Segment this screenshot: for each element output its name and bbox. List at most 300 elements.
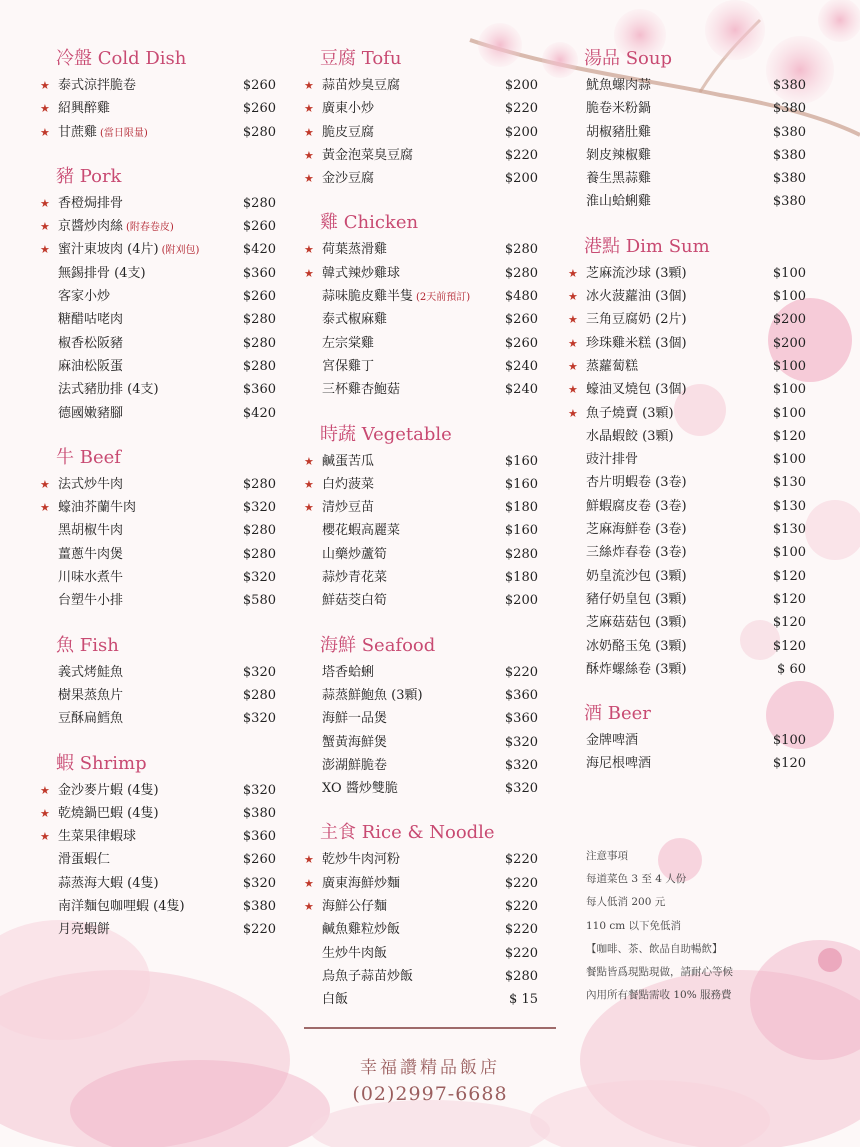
menu-item (40, 684, 280, 707)
star-icon: ★ (40, 477, 50, 491)
item-name: 豬仔奶皇包 (3顆) (586, 591, 687, 607)
item-name: 客家小炒 (58, 289, 111, 305)
item-price: $320 (242, 875, 276, 891)
item-name: 黑胡椒牛肉 (58, 523, 124, 539)
item-price: $220 (504, 945, 538, 961)
menu-item (40, 872, 280, 895)
item-price: $320 (242, 711, 276, 727)
star-icon: ★ (304, 876, 314, 890)
item-price: $180 (504, 500, 538, 516)
section-title: 冷盤 Cold Dish (56, 48, 187, 69)
star-icon: ★ (304, 148, 314, 162)
item-name: 蒸蘿蔔糕 (586, 358, 639, 374)
menu-item (568, 448, 808, 471)
menu-item (568, 729, 808, 752)
item-price: $360 (504, 711, 538, 727)
menu-item (40, 661, 280, 684)
menu-item (304, 661, 542, 684)
item-name: 台塑牛小排 (58, 593, 124, 609)
item-name: 蠔油芥蘭牛肉 (58, 500, 137, 516)
item-name: 蒜蒸鮮鮑魚 (3顆) (322, 687, 423, 703)
menu-item (40, 332, 280, 355)
menu-item (304, 754, 542, 777)
notice-line: 內用所有餐點需收 10% 服務費 (586, 989, 732, 1002)
item-price: $320 (504, 781, 538, 797)
section-fish (40, 631, 280, 731)
menu-item (304, 262, 542, 285)
item-note: (附春卷皮) (126, 222, 174, 234)
star-icon: ★ (304, 243, 314, 257)
menu-item (568, 752, 808, 775)
star-icon: ★ (40, 501, 50, 515)
item-name: 三絲炸春卷 (3卷) (586, 545, 687, 561)
item-price: $120 (772, 615, 806, 631)
item-name: 芝麻流沙球 (3顆) (586, 265, 687, 281)
menu-item (568, 332, 808, 355)
item-name: 胡椒豬肚雞 (586, 124, 652, 140)
section-title: 蝦 Shrimp (56, 752, 147, 774)
item-price: $380 (772, 147, 806, 163)
item-price: $120 (772, 756, 806, 772)
menu-item (40, 543, 280, 566)
item-price: $220 (504, 899, 538, 915)
star-icon: ★ (40, 830, 50, 844)
item-name: 德國嫩豬腳 (58, 405, 124, 421)
item-name: 豉汁排骨 (586, 452, 639, 468)
menu-item (568, 121, 808, 144)
item-price: $220 (504, 875, 538, 891)
star-icon: ★ (40, 783, 50, 797)
menu-item (304, 872, 542, 895)
menu-item (40, 825, 280, 848)
item-price: $260 (242, 289, 276, 305)
section-seafood (304, 631, 542, 801)
item-price: $200 (772, 312, 806, 328)
menu-item (304, 777, 542, 800)
menu-column-1 (40, 44, 280, 960)
menu-item (568, 285, 808, 308)
item-name: 蠔油叉燒包 (3個) (586, 382, 687, 398)
item-price: $260 (242, 852, 276, 868)
item-price: $260 (504, 312, 538, 328)
item-price: $420 (242, 405, 276, 421)
item-name: 蒜炒青花菜 (322, 570, 388, 586)
menu-item (304, 473, 542, 496)
restaurant-name: 幸福讚精品飯店 (360, 1058, 500, 1078)
item-price: $180 (504, 570, 538, 586)
star-icon: ★ (40, 220, 50, 234)
menu-item (304, 167, 542, 190)
section-rice-noodle (304, 818, 542, 1011)
menu-item (304, 308, 542, 331)
item-name: 泰式涼拌脆卷 (58, 78, 137, 93)
notice-line: 【咖啡、茶、飲品自助暢飲】 (586, 942, 723, 955)
item-price: $160 (504, 476, 538, 492)
item-price: $220 (242, 922, 276, 938)
item-name: 海尼根啤酒 (586, 756, 652, 772)
section-title: 豬 Pork (56, 165, 122, 187)
item-price: $220 (504, 147, 538, 163)
item-price: $320 (242, 570, 276, 586)
item-price: $120 (772, 591, 806, 607)
section-shrimp (40, 749, 280, 942)
item-price: $200 (504, 78, 538, 93)
section-title: 時蔬 Vegetable (320, 423, 452, 445)
item-name: 義式烤鮭魚 (58, 664, 124, 680)
item-price: $220 (504, 852, 538, 868)
item-price: $380 (772, 194, 806, 210)
item-name: 山藥炒蘆筍 (322, 546, 388, 562)
item-price: $380 (242, 899, 276, 915)
menu-item (568, 495, 808, 518)
item-price: $100 (772, 265, 806, 281)
notice-line: 每人低消 200 元 (586, 896, 666, 909)
star-icon: ★ (304, 266, 314, 280)
section-title: 港點 Dim Sum (584, 235, 710, 257)
item-price: $360 (504, 687, 538, 703)
item-price: $100 (772, 289, 806, 305)
menu-item (568, 167, 808, 190)
menu-item (568, 308, 808, 331)
menu-item (568, 635, 808, 658)
section-cold-dish (40, 44, 280, 144)
item-name: 鹹蛋苦瓜 (322, 453, 375, 469)
item-price: $280 (242, 523, 276, 539)
menu-item (568, 190, 808, 213)
item-price: $160 (504, 453, 538, 469)
menu-item (304, 238, 542, 261)
star-icon: ★ (304, 79, 314, 92)
star-icon: ★ (568, 383, 578, 397)
star-icon: ★ (304, 172, 314, 186)
item-name: 川味水煮牛 (58, 570, 124, 586)
menu-item (568, 588, 808, 611)
item-price: $200 (504, 171, 538, 187)
item-name: 奶皇流沙包 (3顆) (586, 568, 687, 584)
item-name: 豆酥扁鱈魚 (58, 711, 124, 727)
item-name: 養生黑蒜雞 (586, 171, 652, 187)
menu-item (40, 566, 280, 589)
item-name: 杏片明蝦卷 (3卷) (586, 475, 687, 491)
menu-item (568, 144, 808, 167)
restaurant-phone[interactable]: (02)2997-6688 (352, 1083, 508, 1105)
menu-item (568, 74, 808, 97)
menu-item (304, 942, 542, 965)
item-name: 宮保雞丁 (322, 358, 375, 374)
item-price: $240 (504, 358, 538, 374)
item-price: $260 (242, 78, 276, 93)
section-title: 魚 Fish (56, 634, 119, 656)
menu-item (40, 707, 280, 730)
item-price: $380 (772, 124, 806, 140)
menu-item (40, 519, 280, 542)
item-price: $480 (504, 289, 538, 305)
item-name: 廣東海鮮炒麵 (322, 875, 401, 891)
menu-item (568, 97, 808, 120)
item-price: $100 (772, 733, 806, 749)
item-name: 月亮蝦餅 (58, 922, 111, 938)
item-price: $380 (772, 171, 806, 187)
star-icon: ★ (40, 196, 50, 210)
menu-column-3 (568, 44, 808, 794)
item-price: $380 (242, 805, 276, 821)
menu-item (304, 589, 542, 612)
section-beef (40, 443, 280, 613)
item-price: $580 (242, 593, 276, 609)
item-name: 蟹黃海鮮煲 (322, 734, 388, 750)
item-price: $200 (772, 335, 806, 351)
item-name: 椒香松阪豬 (58, 335, 124, 351)
menu-item (304, 895, 542, 918)
item-name: 法式豬肋排 (4支) (58, 382, 159, 398)
item-name: 鮮菇茭白筍 (322, 593, 388, 609)
item-name: 香橙焗排骨 (58, 195, 124, 211)
item-note: (2天前預訂) (416, 292, 471, 304)
menu-item (40, 262, 280, 285)
item-note: (附刈包) (161, 245, 200, 257)
item-name: 蒜味脆皮雞半隻 (2天前預訂) (322, 289, 471, 305)
item-price: $320 (242, 664, 276, 680)
item-name: 京醬炒肉絲 (附春卷皮) (58, 219, 174, 235)
item-name: 三角豆腐奶 (2片) (586, 312, 687, 328)
footer-divider (304, 1027, 556, 1029)
item-price: $420 (242, 242, 276, 258)
menu-item (304, 684, 542, 707)
item-price: $130 (772, 522, 806, 538)
section-title: 海鮮 Seafood (320, 634, 436, 656)
item-price: $280 (242, 476, 276, 492)
star-icon: ★ (304, 125, 314, 139)
menu-item (304, 285, 542, 308)
menu-item (304, 566, 542, 589)
star-icon: ★ (304, 501, 314, 515)
item-price: $ 60 (777, 661, 806, 677)
item-name: 泰式椒麻雞 (322, 312, 388, 328)
menu-item (40, 215, 280, 238)
menu-item (568, 425, 808, 448)
item-price: $240 (504, 382, 538, 398)
menu-item (304, 965, 542, 988)
item-price: $320 (504, 734, 538, 750)
menu-item (40, 121, 280, 144)
menu-item (568, 471, 808, 494)
menu-item (40, 355, 280, 378)
item-price: $260 (242, 219, 276, 235)
menu-item (40, 895, 280, 918)
item-name: 左宗棠雞 (322, 335, 375, 351)
item-name: 水晶蝦餃 (3顆) (586, 428, 674, 444)
item-name: 蒜蒸海大蝦 (4隻) (58, 875, 159, 891)
item-name: 脆卷米粉鍋 (586, 101, 652, 117)
menu-item (304, 332, 542, 355)
star-icon: ★ (568, 266, 578, 280)
menu-item (568, 262, 808, 285)
item-price: $280 (504, 546, 538, 562)
menu-item (304, 918, 542, 941)
item-name: 珍珠雞米糕 (3個) (586, 335, 687, 351)
section-title: 湯品 Soup (584, 48, 673, 69)
item-name: 清炒豆苗 (322, 500, 375, 516)
item-price: $280 (242, 546, 276, 562)
item-name: 烏魚子蒜苗炒飯 (322, 968, 414, 984)
section-dim-sum (568, 232, 808, 681)
star-icon: ★ (304, 900, 314, 914)
section-chicken (304, 208, 542, 401)
item-name: 魷魚螺肉蒜 (586, 78, 652, 93)
menu-item (40, 802, 280, 825)
menu-item (304, 355, 542, 378)
star-icon: ★ (40, 79, 50, 92)
item-name: 鮮蝦腐皮卷 (3卷) (586, 498, 687, 514)
menu-item (304, 97, 542, 120)
item-name: 南洋麵包咖哩蝦 (4隻) (58, 899, 185, 915)
item-price: $220 (504, 664, 538, 680)
star-icon: ★ (568, 313, 578, 327)
item-name: 芝麻海鮮卷 (3卷) (586, 522, 687, 538)
item-name: 蒜苗炒臭豆腐 (322, 78, 401, 93)
item-price: $280 (504, 968, 538, 984)
menu-item (40, 285, 280, 308)
menu-item (304, 496, 542, 519)
section-soup (568, 44, 808, 214)
item-name: 金沙豆腐 (322, 171, 375, 187)
notice-box (586, 845, 733, 1007)
item-name: 淮山蛤蜊雞 (586, 194, 652, 210)
notice-heading: 注意事項 (586, 850, 628, 862)
item-name: 生炒牛肉飯 (322, 945, 388, 961)
item-name: 酥炸螺絲卷 (3顆) (586, 661, 687, 677)
menu-item (40, 308, 280, 331)
menu-item (40, 918, 280, 941)
item-name: 金牌啤酒 (586, 733, 639, 749)
item-name: 冰火菠蘿油 (3個) (586, 289, 687, 305)
item-name: 黃金泡菜臭豆腐 (322, 147, 414, 163)
item-name: 剝皮辣椒雞 (586, 147, 652, 163)
section-tofu (304, 44, 542, 190)
menu-item (568, 402, 808, 425)
star-icon: ★ (304, 102, 314, 116)
menu-item (304, 848, 542, 871)
item-price: $320 (242, 782, 276, 798)
notice-line: 每道菜色 3 至 4 人份 (586, 873, 687, 886)
notice-line: 餐點皆爲現點現做，請耐心等候 (586, 965, 733, 978)
menu-item (304, 707, 542, 730)
menu-item (304, 378, 542, 401)
item-price: $100 (772, 405, 806, 421)
item-name: 白灼菠菜 (322, 476, 375, 492)
menu-item (568, 541, 808, 564)
star-icon: ★ (304, 477, 314, 491)
menu-item (568, 658, 808, 681)
menu-item (568, 355, 808, 378)
item-price: $280 (504, 265, 538, 281)
menu-item (40, 74, 280, 97)
item-name: 廣東小炒 (322, 101, 375, 117)
star-icon: ★ (40, 243, 50, 257)
menu-item (40, 779, 280, 802)
menu-item (304, 74, 542, 97)
item-price: $160 (504, 523, 538, 539)
item-name: 麻油松阪蛋 (58, 358, 124, 374)
star-icon: ★ (40, 125, 50, 139)
item-name: 鹹魚雞粒炒飯 (322, 922, 401, 938)
item-price: $280 (242, 687, 276, 703)
item-name: 魚子燒賣 (3顆) (586, 405, 674, 421)
menu-item (304, 988, 542, 1011)
star-icon: ★ (304, 853, 314, 867)
notice-line: 110 cm 以下免低消 (586, 919, 682, 932)
menu-item (568, 378, 808, 401)
menu-item (40, 238, 280, 261)
item-name: 荷葉蒸滑雞 (322, 242, 388, 258)
item-price: $320 (242, 500, 276, 516)
item-price: $360 (242, 265, 276, 281)
item-price: $380 (772, 101, 806, 117)
menu-item (40, 97, 280, 120)
item-price: $130 (772, 475, 806, 491)
item-note: (當日限量) (100, 127, 148, 139)
item-name: 金沙麥片蝦 (4隻) (58, 782, 159, 798)
item-name: 芝麻菇菇包 (3顆) (586, 615, 687, 631)
item-name: 海鮮公仔麵 (322, 899, 388, 915)
item-name: 韓式辣炒雞球 (322, 265, 401, 281)
item-price: $120 (772, 428, 806, 444)
item-price: $260 (242, 101, 276, 117)
star-icon: ★ (568, 290, 578, 304)
item-name: 樹果蒸魚片 (58, 687, 124, 703)
section-vegetable (304, 420, 542, 613)
star-icon: ★ (568, 406, 578, 420)
item-name: 無錫排骨 (4支) (58, 265, 146, 281)
menu-item (304, 731, 542, 754)
item-name: 海鮮一品煲 (322, 711, 388, 727)
star-icon: ★ (568, 336, 578, 350)
item-price: $360 (242, 382, 276, 398)
item-name: 蜜汁東坡肉 (4片) (附刈包) (58, 242, 200, 258)
item-name: 法式炒牛肉 (58, 476, 124, 492)
menu-item (304, 450, 542, 473)
item-name: 乾燒鍋巴蝦 (4隻) (58, 805, 159, 821)
menu-item (568, 565, 808, 588)
item-name: 白飯 (322, 992, 349, 1008)
item-name: 三杯雞杏鮑菇 (322, 382, 401, 398)
menu-item (40, 192, 280, 215)
item-price: $320 (504, 757, 538, 773)
menu-item (40, 402, 280, 425)
item-name: XO 醬炒雙脆 (322, 781, 398, 797)
item-price: $280 (242, 358, 276, 374)
section-title: 牛 Beef (56, 446, 121, 468)
menu-item (40, 848, 280, 871)
item-price: $280 (242, 335, 276, 351)
star-icon: ★ (40, 102, 50, 116)
section-title: 主食 Rice & Noodle (320, 822, 495, 844)
menu-column-2 (304, 44, 542, 1030)
menu-item (568, 611, 808, 634)
item-price: $120 (772, 638, 806, 654)
menu-item (40, 589, 280, 612)
item-name: 糖醋咕咾肉 (58, 312, 124, 328)
section-title: 豆腐 Tofu (320, 48, 402, 69)
item-name: 塔香蛤蜊 (322, 664, 375, 680)
item-price: $260 (504, 335, 538, 351)
item-price: $360 (242, 829, 276, 845)
item-name: 脆皮豆腐 (322, 124, 375, 140)
item-name: 冰奶酪玉兔 (3顆) (586, 638, 687, 654)
section-pork (40, 162, 280, 425)
item-name: 澎湖鮮脆卷 (322, 757, 388, 773)
item-price: $380 (772, 78, 806, 93)
